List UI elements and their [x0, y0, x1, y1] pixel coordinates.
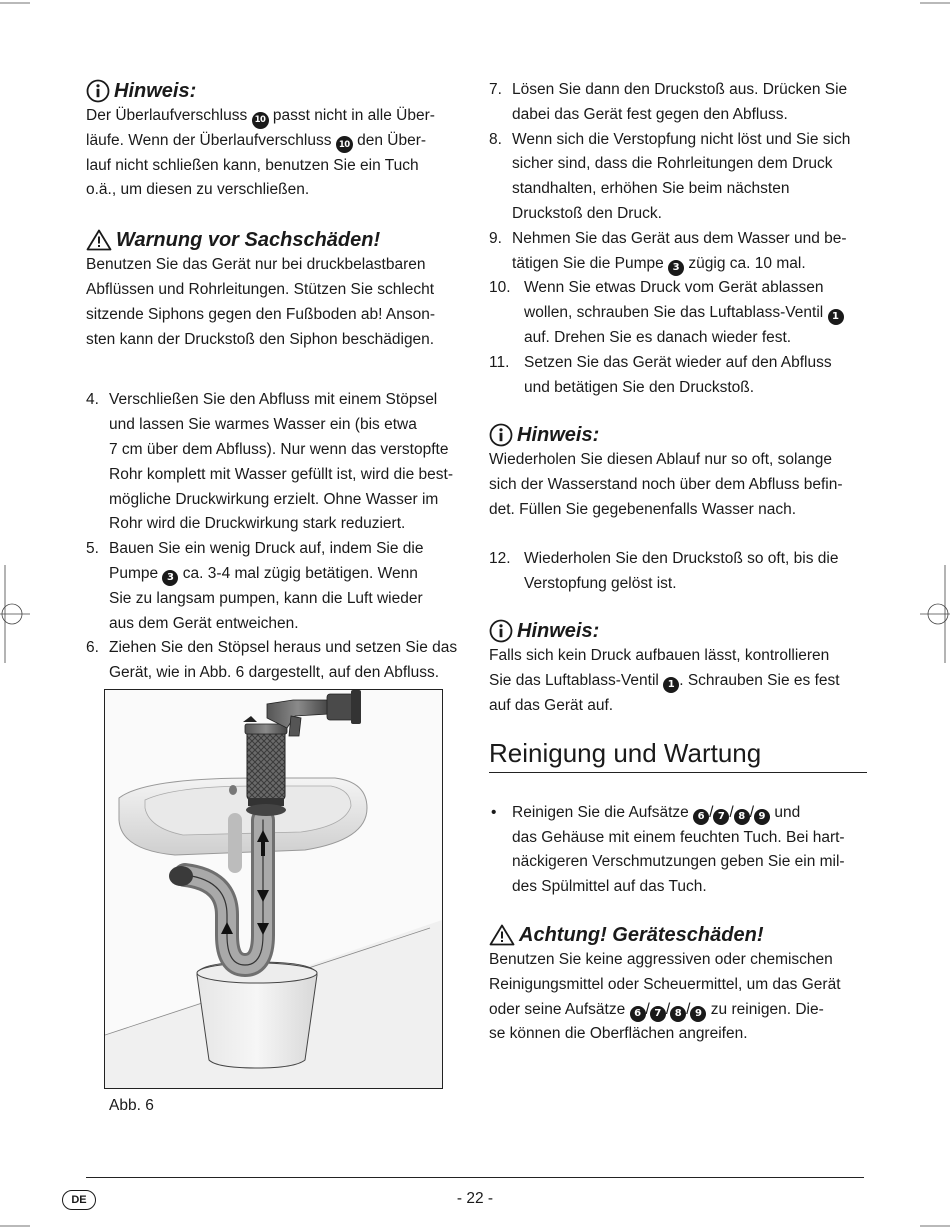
text-line: Benutzen Sie das Gerät nur bei druckbelastbaren	[86, 256, 426, 274]
footer-divider	[86, 1177, 864, 1178]
text-line: Pumpe 3 ca. 3-4 mal zügig betätigen. Wenn	[109, 562, 464, 587]
note-text	[86, 104, 464, 203]
reference-number-badge: 10	[252, 112, 269, 129]
text-line: Wenn sich die Verstopfung nicht löst und Sie sich	[512, 130, 851, 148]
text-line: Setzen Sie das Gerät wieder auf den Abfluss	[524, 353, 832, 371]
text-line: Sie das Luftablass-Ventil 1 . Schrauben Sie es fest	[489, 669, 867, 694]
text-line: Rohr wird die Druckwirkung stark reduziert.	[109, 515, 406, 533]
info-circle-icon	[86, 79, 110, 103]
list-item	[489, 78, 867, 128]
text-line: tätigen Sie die Pumpe 3 zügig ca. 10 mal.	[512, 252, 867, 277]
reference-number-badge: 1	[663, 677, 679, 693]
text-line: 7 cm über dem Abfluss). Nur wenn das verstopfte	[109, 440, 449, 458]
text-line: det. Füllen Sie gegebenenfalls Wasser nach.	[489, 500, 797, 518]
text-line: se können die Oberflächen angreifen.	[489, 1025, 748, 1043]
note-title: Hinweis:	[517, 424, 600, 447]
text-line: Gerät, wie in Abb. 6 dargestellt, auf den Abfluss.	[109, 664, 440, 682]
list-item	[489, 276, 867, 350]
text-line: Nehmen Sie das Gerät aus dem Wasser und be-	[512, 229, 847, 247]
text-line: Falls sich kein Druck aufbauen lässt, kontrollieren	[489, 647, 830, 665]
warning-heading	[489, 922, 867, 948]
warning-property-damage	[86, 227, 464, 352]
text-line: Wiederholen Sie diesen Ablauf nur so oft, solange	[489, 451, 832, 469]
step-number: 10.	[489, 279, 511, 297]
text-line: Lösen Sie dann den Druckstoß aus. Drücken Sie	[512, 81, 848, 98]
text-line: Druckstoß den Druck.	[512, 204, 662, 222]
text-line: aus dem Gerät entweichen.	[109, 614, 299, 632]
reference-number-badge: 1	[828, 309, 844, 325]
reference-number-badge: 8	[734, 809, 750, 825]
text-line: sten kann der Druckstoß den Siphon beschädigen.	[86, 330, 435, 348]
list-item	[86, 537, 464, 636]
section-title: Reinigung und Wartung	[489, 737, 867, 773]
step-number: 12.	[489, 549, 511, 567]
text-line: o.ä., um diesen zu verschließen.	[86, 181, 310, 199]
text-line: Wenn Sie etwas Druck vom Gerät ablassen	[524, 279, 824, 297]
info-circle-icon	[489, 619, 513, 643]
reference-number-badge: 3	[668, 260, 684, 276]
text-line: Verstopfung gelöst ist.	[524, 574, 677, 592]
list-item	[489, 227, 867, 277]
reference-number-badge: 9	[690, 1006, 706, 1022]
steps-list-right-a	[489, 78, 867, 276]
warning-triangle-icon	[489, 924, 515, 946]
note-heading	[86, 78, 464, 104]
text-line: standhalten, erhöhen Sie beim nächsten	[512, 180, 790, 198]
list-item	[86, 636, 464, 686]
text-line: Reinigungsmittel oder Scheuermittel, um das Gerät	[489, 975, 841, 993]
steps-list-right-c	[489, 547, 867, 597]
warning-title: Warnung vor Sachschäden!	[116, 229, 381, 252]
warning-title: Achtung! Geräteschäden!	[519, 923, 764, 946]
text-line: Reinigen Sie die Aufsätze 6 / 7 / 8 / 9 und	[512, 801, 867, 826]
right-column	[489, 78, 867, 1047]
text-line: Benutzen Sie keine aggressiven oder chemischen	[489, 950, 833, 968]
text-line: oder seine Aufsätze 6 / 7 / 8 / 9 zu reinigen. Die-	[489, 998, 867, 1023]
list-item	[489, 547, 867, 597]
text-line: Bauen Sie ein wenig Druck auf, indem Sie die	[109, 540, 424, 558]
step-number: 5.	[86, 540, 99, 558]
step-number: 9.	[489, 229, 502, 247]
info-circle-icon	[489, 423, 513, 447]
text-line: Ziehen Sie den Stöpsel heraus und setzen Sie das	[109, 639, 458, 657]
text-line: Rohr komplett mit Wasser gefüllt ist, wird die best-	[109, 465, 453, 483]
note-hinweis-repeat	[489, 422, 867, 522]
text-line: läufe. Wenn der Überlaufverschluss 10 den Über-	[86, 129, 464, 154]
text-line: des Spülmittel auf das Tuch.	[512, 878, 707, 896]
text-line: wollen, schrauben Sie das Luftablass-Ventil 1	[524, 301, 867, 326]
note-title: Hinweis:	[517, 620, 600, 643]
note-hinweis-overflow	[86, 78, 464, 203]
warning-device-damage	[489, 922, 867, 1047]
text-line: sicher sind, dass die Rohrleitungen dem Druck	[512, 155, 833, 173]
text-line: sitzende Siphons gegen den Fußboden ab! Anson-	[86, 305, 436, 323]
cleaning-bullets	[489, 801, 867, 900]
text-line: auf. Drehen Sie es danach wieder fest.	[524, 328, 792, 346]
text-line: und betätigen Sie den Druckstoß.	[524, 378, 755, 396]
step-number: 7.	[489, 81, 502, 98]
reference-number-badge: 3	[162, 570, 178, 586]
warning-heading	[86, 227, 464, 253]
drain-cleaner-illustration	[105, 690, 442, 1088]
steps-list-left	[86, 388, 464, 686]
text-line: Wiederholen Sie den Druckstoß so oft, bis die	[524, 549, 839, 567]
reference-number-badge: 10	[336, 136, 353, 153]
step-number: 11.	[489, 353, 510, 371]
reference-number-badge: 7	[713, 809, 729, 825]
text-line: Verschließen Sie den Abfluss mit einem Stöpsel	[109, 391, 438, 409]
text-line: und lassen Sie warmes Wasser ein (bis etwa	[109, 416, 417, 434]
note-hinweis-valve	[489, 618, 867, 718]
reference-number-badge: 7	[650, 1006, 666, 1022]
text-line: mögliche Druckwirkung erzielt. Ohne Wasser im	[109, 490, 439, 508]
list-item	[86, 388, 464, 537]
reference-number-badge: 6	[630, 1006, 646, 1022]
text-line: Sie zu langsam pumpen, kann die Luft wieder	[109, 589, 423, 607]
note-heading	[489, 422, 867, 448]
reference-number-badge: 8	[670, 1006, 686, 1022]
warning-triangle-icon	[86, 229, 112, 251]
note-title: Hinweis:	[114, 80, 197, 102]
text-line: dabei das Gerät fest gegen den Abfluss.	[512, 105, 788, 123]
step-number: 8.	[489, 130, 502, 148]
text-line: sich der Wasserstand noch über dem Abfluss befin-	[489, 476, 843, 494]
warning-text	[86, 253, 464, 352]
note-heading	[489, 618, 867, 644]
steps-list-right-b	[489, 276, 867, 400]
figure-caption: Abb. 6	[109, 1097, 154, 1114]
bullet-symbol: •	[491, 803, 497, 821]
left-column	[86, 78, 464, 686]
text-line: auf das Gerät auf.	[489, 696, 614, 714]
text-line: Der Überlaufverschluss 10 passt nicht in alle Über-	[86, 104, 464, 129]
text-line: Abflüssen und Rohrleitungen. Stützen Sie schlecht	[86, 280, 435, 298]
language-badge: DE	[62, 1190, 96, 1210]
reference-number-badge: 6	[693, 809, 709, 825]
text-line: näckigeren Verschmutzungen geben Sie ein mil-	[512, 853, 845, 871]
list-item	[489, 351, 867, 401]
page-number: - 22 -	[456, 1190, 494, 1207]
list-item	[489, 801, 867, 900]
list-item	[489, 128, 867, 227]
step-number: 4.	[86, 391, 99, 409]
text-line: lauf nicht schließen kann, benutzen Sie ein Tuch	[86, 156, 419, 174]
text-line: das Gehäuse mit einem feuchten Tuch. Bei hart-	[512, 828, 845, 846]
figure-abb-6	[104, 689, 443, 1089]
step-number: 6.	[86, 639, 99, 657]
reference-number-badge: 9	[754, 809, 770, 825]
